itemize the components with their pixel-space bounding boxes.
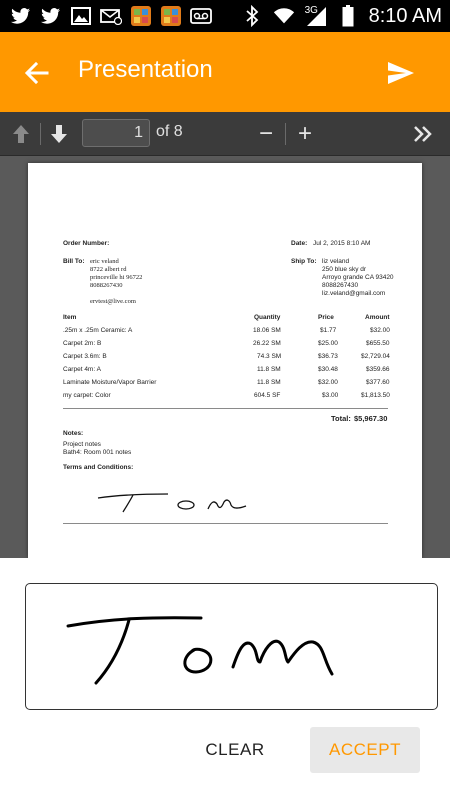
column-header-price: Price	[318, 314, 334, 321]
amount-cell: $377.60	[366, 379, 390, 386]
quantity-cell: 11.8 SM	[257, 379, 281, 386]
page-number-input[interactable]: 1	[82, 119, 150, 147]
amount-cell: $655.50	[366, 340, 390, 347]
price-cell: $3.00	[322, 392, 339, 399]
twitter-icon	[10, 5, 32, 27]
clock: 8:10 AM	[368, 4, 442, 27]
notes-line: Bath4: Room 001 notes	[63, 449, 132, 456]
signal-icon	[305, 5, 327, 27]
bill-to-line: 8722 albert rd	[90, 266, 127, 273]
app-icon	[130, 5, 152, 27]
pdf-toolbar	[0, 112, 450, 156]
network-type: 3G	[304, 5, 318, 16]
pdf-viewer	[0, 112, 450, 558]
column-header-item: Item	[63, 314, 77, 321]
ship-to-label: Ship To:	[291, 258, 317, 265]
double-chevron-right-icon[interactable]	[410, 121, 436, 147]
ship-to-line: 250 blue sky dr	[322, 266, 367, 273]
back-arrow-icon[interactable]	[22, 58, 52, 88]
total-value: $5,967.30	[354, 414, 388, 423]
column-header-amount: Amount	[365, 314, 390, 321]
bill-to-address	[90, 258, 142, 306]
price-cell: $1.77	[320, 327, 337, 334]
date-label: Date:	[291, 240, 308, 247]
voicemail-icon	[190, 5, 212, 27]
bill-to-line: eric veland	[90, 258, 119, 265]
document-page	[28, 163, 422, 558]
ship-to-line: liz.veland@gmail.com	[322, 290, 386, 297]
status-bar	[0, 0, 450, 32]
app-bar	[0, 32, 450, 112]
zoom-in-button[interactable]: +	[297, 120, 312, 147]
send-icon[interactable]	[386, 58, 416, 88]
item-cell: Carpet 4m: A	[63, 366, 101, 373]
next-page-icon[interactable]	[46, 121, 72, 147]
amount-cell: $32.00	[370, 327, 390, 334]
email-icon	[100, 5, 122, 27]
date-value: Jul 2, 2015 8:10 AM	[313, 240, 371, 247]
item-cell: Laminate Moisture/Vapor Barrier	[63, 379, 157, 386]
item-cell: .25m x .25m Ceramic: A	[63, 327, 133, 334]
item-cell: Carpet 3.6m: B	[63, 353, 107, 360]
price-cell: $32.00	[318, 379, 338, 386]
item-cell: Carpet 2m: B	[63, 340, 102, 347]
bill-to-line: princeville hi 96722	[90, 274, 143, 281]
item-cell: my carpet: Color	[63, 392, 111, 399]
document-signature	[88, 488, 318, 523]
terms-label: Terms and Conditions:	[63, 464, 134, 471]
bill-to-line: 8088267430	[90, 282, 123, 289]
notes-line: Project notes	[63, 441, 101, 448]
quantity-cell: 74.3 SM	[257, 353, 282, 360]
wifi-icon	[273, 5, 295, 27]
toolbar-divider	[285, 123, 286, 145]
quantity-cell: 11.8 SM	[257, 366, 281, 373]
quantity-cell: 26.22 SM	[253, 340, 281, 347]
signature-line	[63, 523, 388, 524]
total-label: Total:	[331, 414, 351, 423]
toolbar-divider	[40, 123, 41, 145]
image-icon	[70, 5, 92, 27]
notes-label: Notes:	[63, 430, 84, 437]
ship-to-line: liz veland	[322, 258, 350, 265]
price-cell: $30.48	[318, 366, 338, 373]
bill-to-label: Bill To:	[63, 258, 85, 265]
app-icon	[160, 5, 182, 27]
price-cell: $25.00	[318, 340, 338, 347]
ship-to-address	[322, 258, 394, 298]
order-number-label: Order Number:	[63, 240, 110, 247]
twitter-icon	[40, 5, 62, 27]
bill-to-line	[90, 290, 142, 298]
signature-drawing	[26, 584, 436, 708]
amount-cell: $359.66	[366, 366, 390, 373]
zoom-out-button[interactable]: −	[258, 120, 273, 147]
bluetooth-icon	[241, 5, 263, 27]
quantity-cell: 604.5 SF	[254, 392, 281, 399]
accept-button[interactable]: ACCEPT	[310, 727, 420, 773]
price-cell: $36.73	[318, 353, 338, 360]
signature-pad[interactable]	[25, 583, 438, 710]
prev-page-icon[interactable]	[8, 121, 34, 147]
ship-to-line: Arroyo grande CA 93420	[322, 274, 394, 281]
signature-panel	[0, 558, 450, 800]
page-title: Presentation	[78, 56, 213, 83]
column-header-quantity: Quantity	[254, 314, 281, 321]
clear-button[interactable]: CLEAR	[205, 740, 265, 759]
quantity-cell: 18.06 SM	[253, 327, 281, 334]
ship-to-line: 8088267430	[322, 282, 359, 289]
battery-icon	[337, 5, 359, 27]
divider	[63, 408, 388, 409]
amount-cell: $2,729.04	[361, 353, 390, 360]
bill-to-line: ervtest@live.com	[90, 298, 136, 305]
amount-cell: $1,813.50	[361, 392, 390, 399]
page-count: of 8	[156, 123, 183, 140]
